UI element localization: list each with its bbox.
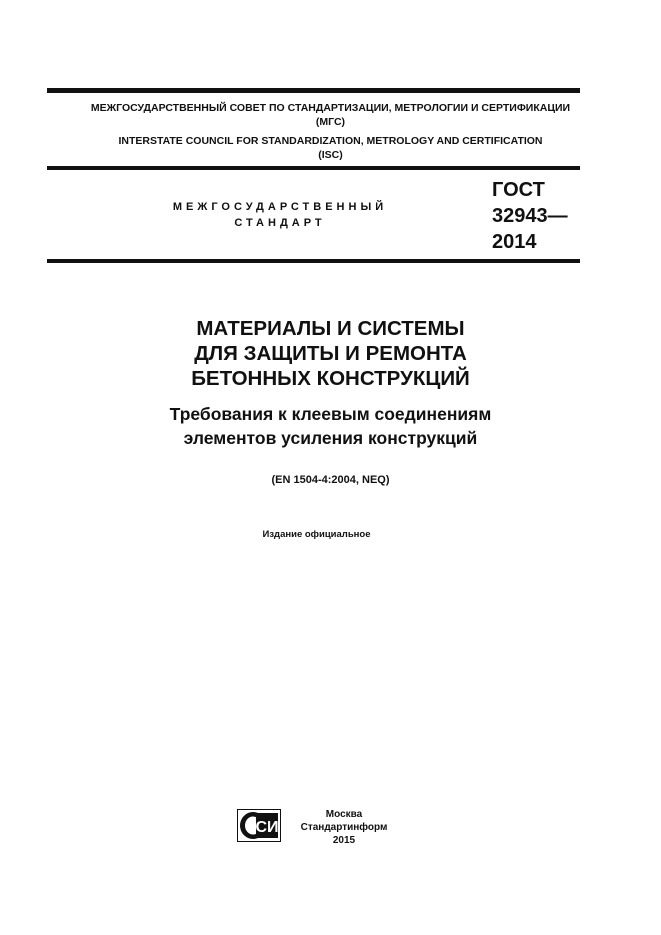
council-russian-abbr: (МГС) [315,116,346,128]
council-russian-name: МЕЖГОСУДАРСТВЕННЫЙ СОВЕТ ПО СТАНДАРТИЗАЦИИ, МЕТРОЛОГИИ И СЕРТИФИКАЦИИ [90,102,571,114]
publisher-name: Стандартинформ [300,822,388,833]
bottom-rule [47,259,580,263]
gost-label: ГОСТ [492,179,545,201]
logo-text: СИ [255,819,279,836]
standard-type-line1: МЕЖГОСУДАРСТВЕННЫЙ [172,201,388,213]
council-russian [40,101,621,129]
publisher-city: Москва [325,809,363,820]
council-english-name: INTERSTATE COUNCIL FOR STANDARDIZATION, METROLOGY AND CERTIFICATION [118,135,543,147]
subtitle-line1: Требования к клеевым соединениям [169,404,492,424]
standard-type [120,199,440,231]
standard-type-line2: СТАНДАРТ [234,217,326,229]
subtitle-line2: элементов усиления конструкций [183,428,478,448]
document-subtitle [60,402,601,450]
international-reference: (EN 1504-4:2004, NEQ) [271,474,390,486]
edition-note: Издание официальное [262,529,371,540]
title-line3: БЕТОННЫХ КОНСТРУКЦИЙ [191,367,470,390]
gost-designation [492,177,568,255]
gost-year: 2014 [492,231,537,253]
middle-rule [47,166,580,170]
top-rule [47,88,580,93]
title-line2: ДЛЯ ЗАЩИТЫ И РЕМОНТА [194,342,467,365]
publisher-info [292,808,396,847]
council-english [40,134,621,162]
publisher-year: 2015 [332,835,356,846]
council-english-abbr: (ISC) [318,149,343,161]
title-line1: МАТЕРИАЛЫ И СИСТЕМЫ [196,317,465,340]
document-title [60,316,601,391]
gost-number: 32943— [492,205,568,227]
standartinform-logo-icon [237,809,281,842]
